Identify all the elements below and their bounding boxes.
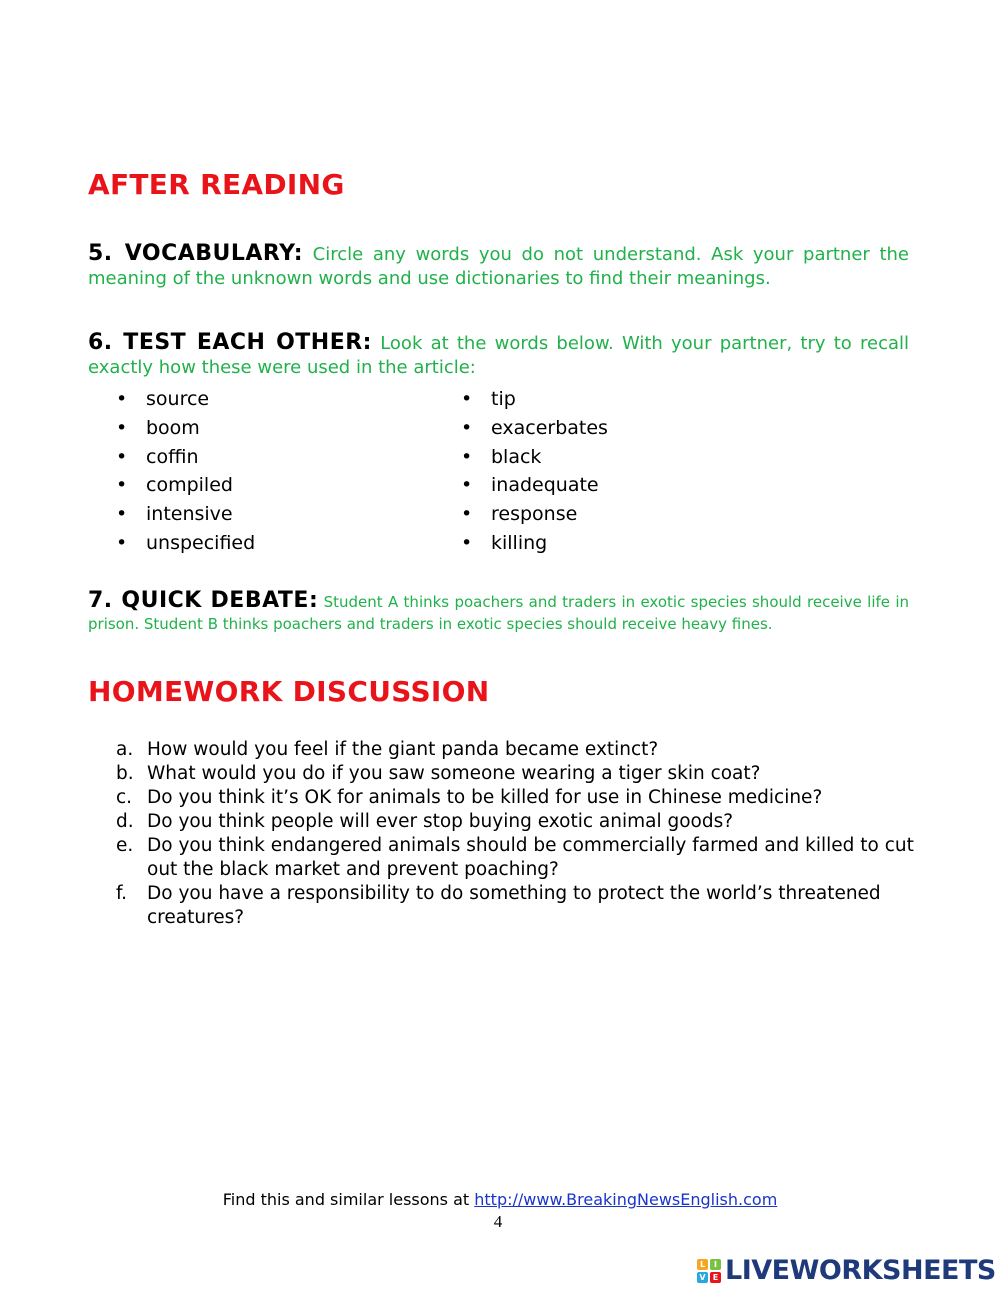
question-letter: d. <box>116 811 134 832</box>
vocab-word: compiled <box>146 474 233 497</box>
vocab-word: exacerbates <box>491 416 608 439</box>
test-each-other-paragraph <box>88 331 909 380</box>
vocabulary-paragraph <box>88 242 909 291</box>
question-text: Do you think people will ever stop buying exotic animal goods? <box>147 811 734 832</box>
vocab-word-item <box>116 385 255 414</box>
bullet-icon: • <box>461 474 473 497</box>
vocab-word-item <box>116 443 255 472</box>
logo-blocks-icon <box>697 1259 721 1283</box>
test-each-other-label: 6. TEST EACH OTHER: <box>88 330 372 355</box>
quick-debate-instruction: Student A thinks poachers and traders in exotic species should receive life in prison. Student B thinks poachers and traders in exotic species should receive heavy fines. <box>88 593 909 633</box>
vocab-word: black <box>491 445 542 468</box>
logo-letter-block: V <box>697 1272 708 1283</box>
logo-text: LIVEWORKSHEETS <box>725 1255 996 1286</box>
logo-letter-block: L <box>697 1259 708 1270</box>
quick-debate-paragraph <box>88 590 909 635</box>
vocab-word-item <box>461 500 608 529</box>
homework-question <box>116 810 916 834</box>
quick-debate-label: 7. QUICK DEBATE: <box>88 588 319 613</box>
vocab-word-item <box>461 385 608 414</box>
vocab-word-item <box>461 414 608 443</box>
vocab-word: response <box>491 503 578 526</box>
bullet-icon: • <box>461 388 473 410</box>
bullet-icon: • <box>116 445 128 468</box>
bullet-icon: • <box>116 531 128 554</box>
after-reading-heading: AFTER READING <box>88 168 345 201</box>
bullet-icon: • <box>116 416 128 439</box>
vocab-word: source <box>146 388 210 410</box>
liveworksheets-logo <box>697 1254 996 1288</box>
word-list-right <box>461 385 608 558</box>
bullet-icon: • <box>461 503 473 526</box>
vocab-word: unspecified <box>146 531 256 554</box>
footer-link[interactable]: http://www.BreakingNewsEnglish.com <box>474 1190 778 1209</box>
question-text: Do you think endangered animals should be commercially farmed and killed to cut out the black market and prevent poaching? <box>147 835 914 880</box>
bullet-icon: • <box>461 531 473 554</box>
homework-question <box>116 738 916 762</box>
vocab-word: intensive <box>146 503 233 526</box>
vocab-word-item <box>116 471 255 500</box>
vocab-word-item <box>461 471 608 500</box>
vocab-word-item <box>461 529 608 558</box>
vocabulary-label: 5. VOCABULARY: <box>88 241 303 266</box>
vocab-word: tip <box>491 388 516 410</box>
vocab-word: killing <box>491 531 548 554</box>
question-letter: b. <box>116 763 134 784</box>
homework-question <box>116 786 916 810</box>
bullet-icon: • <box>116 474 128 497</box>
question-letter: c. <box>116 787 133 808</box>
page-number: 4 <box>493 1212 503 1231</box>
homework-question <box>116 834 916 882</box>
question-text: Do you have a responsibility to do something to protect the world’s threatened creatures? <box>147 883 881 928</box>
vocab-word-item <box>116 500 255 529</box>
vocab-word-item <box>116 414 255 443</box>
vocab-word-item <box>116 529 255 558</box>
logo-letter-block: I <box>710 1259 721 1270</box>
question-letter: a. <box>116 739 134 760</box>
homework-question-list <box>116 738 916 930</box>
question-text: Do you think it’s OK for animals to be killed for use in Chinese medicine? <box>147 787 823 808</box>
footer <box>0 1190 1000 1210</box>
question-letter: e. <box>116 835 134 856</box>
bullet-icon: • <box>461 416 473 439</box>
vocab-word-item <box>461 443 608 472</box>
logo-letter-block: E <box>710 1272 721 1283</box>
vocabulary-instruction: Circle any words you do not understand. Ask your partner the meaning of the unknown words and use dictionaries to find their meanings. <box>88 244 909 289</box>
vocab-word: inadequate <box>491 474 599 497</box>
homework-question <box>116 882 916 930</box>
vocab-word: boom <box>146 416 200 439</box>
footer-text: Find this and similar lessons at <box>222 1190 470 1209</box>
bullet-icon: • <box>461 445 473 468</box>
question-letter: f. <box>116 883 128 904</box>
question-text: How would you feel if the giant panda became extinct? <box>147 739 659 760</box>
bullet-icon: • <box>116 388 128 410</box>
question-text: What would you do if you saw someone wearing a tiger skin coat? <box>147 763 761 784</box>
bullet-icon: • <box>116 503 128 526</box>
homework-question <box>116 762 916 786</box>
word-list-left <box>116 385 255 558</box>
vocab-word: coffin <box>146 445 199 468</box>
homework-discussion-heading: HOMEWORK DISCUSSION <box>88 675 490 708</box>
test-each-other-instruction: Look at the words below. With your partner, try to recall exactly how these were used in the article: <box>88 333 910 378</box>
